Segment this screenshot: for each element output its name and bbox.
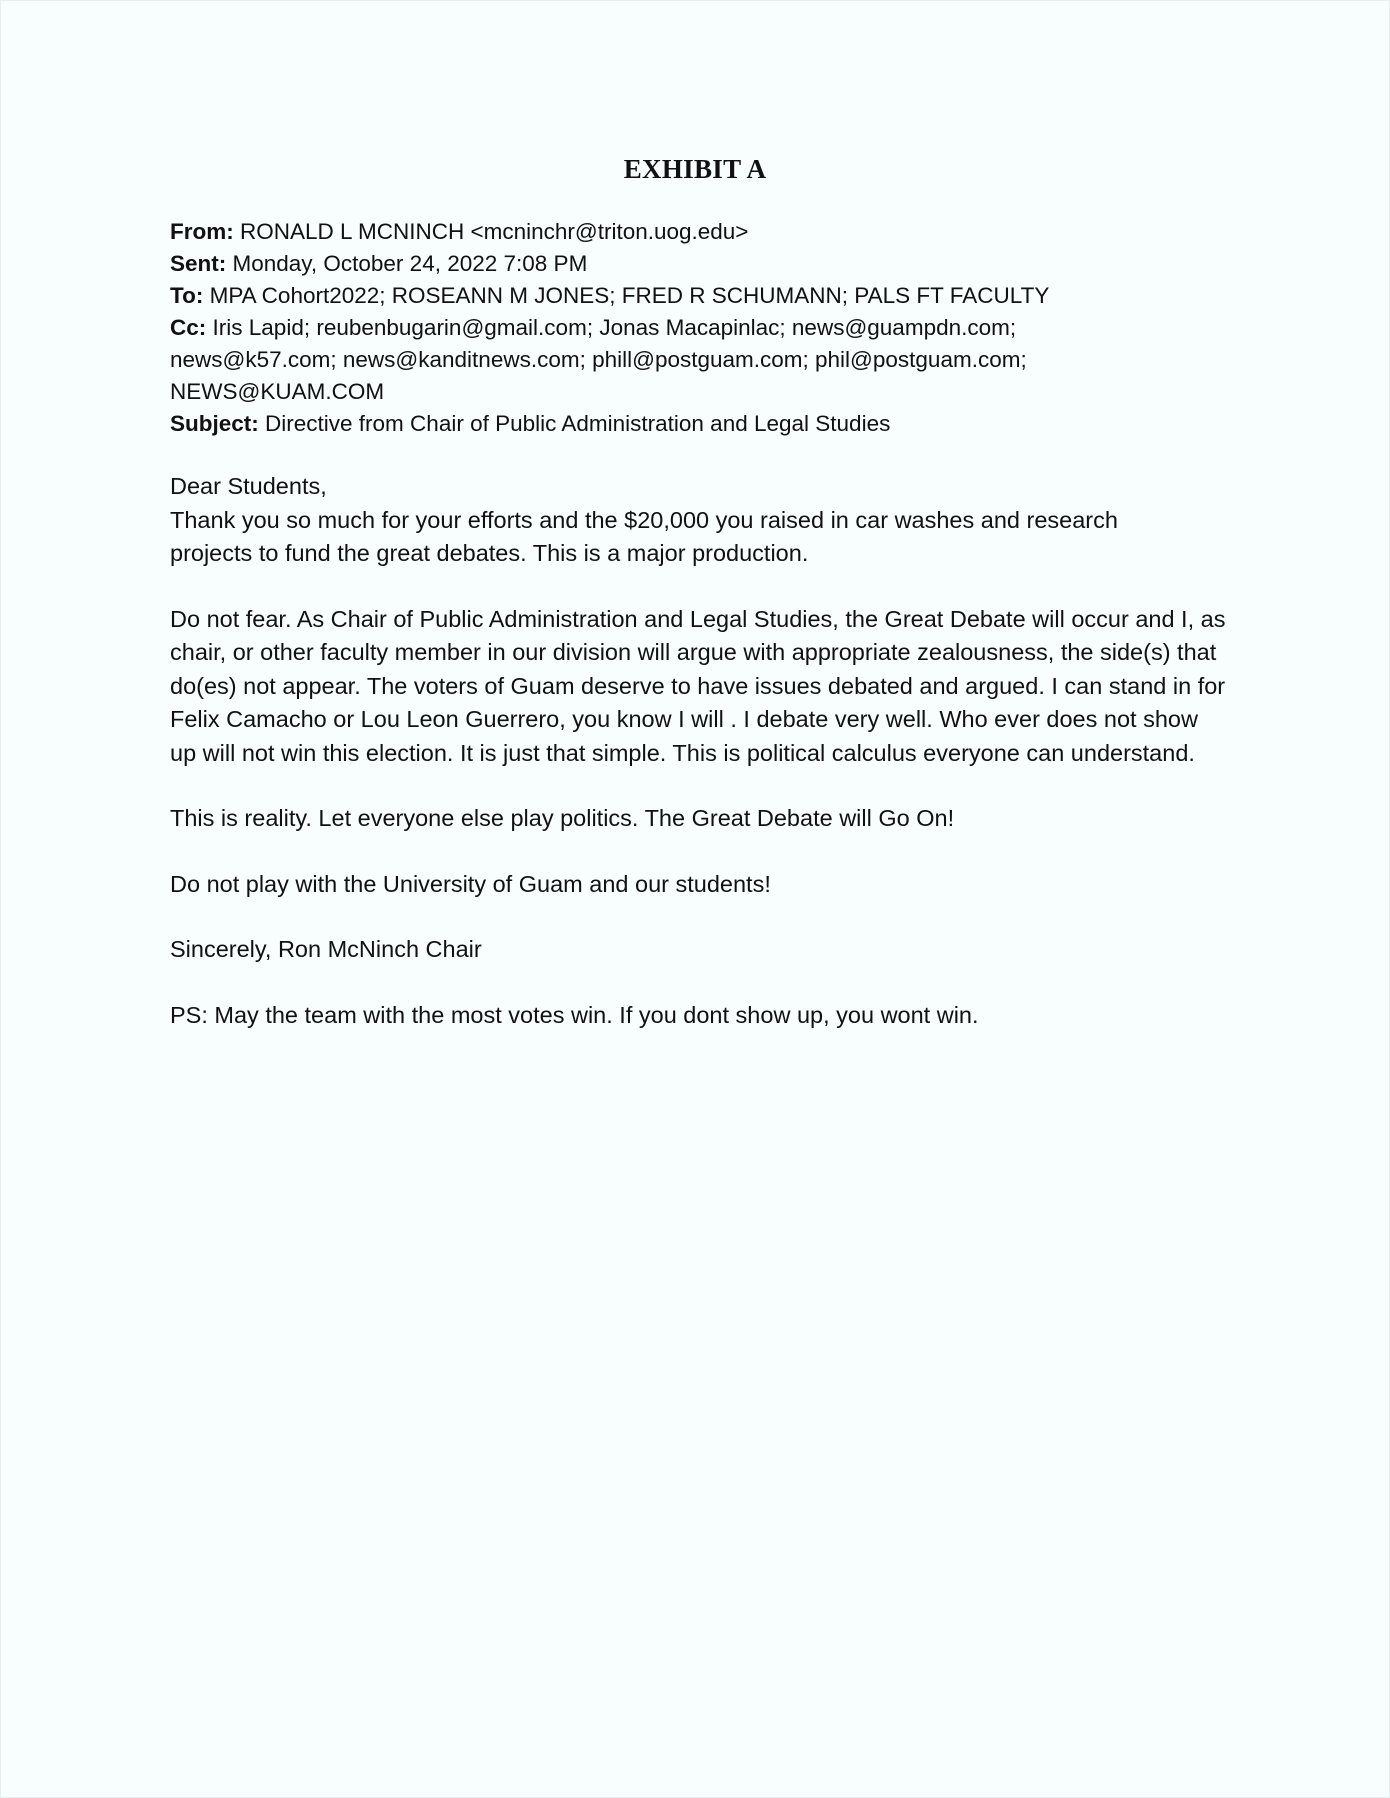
email-content — [170, 216, 1250, 1032]
to-line — [170, 280, 1250, 312]
signoff: Sincerely, Ron McNinch Chair — [170, 936, 482, 962]
paragraph-reality: This is reality. Let everyone else play politics. The Great Debate will Go On! — [170, 805, 955, 831]
subject-line — [170, 408, 1250, 440]
from-value: RONALD L MCNINCH <mcninchr@triton.uog.edu> — [240, 219, 749, 244]
cc-value-line3: NEWS@KUAM.COM — [170, 379, 385, 404]
subject-value: Directive from Chair of Public Administration and Legal Studies — [265, 411, 891, 436]
exhibit-title: EXHIBIT A — [623, 154, 767, 184]
sent-label: Sent: — [170, 251, 227, 276]
paragraph-debate: Do not fear. As Chair of Public Administration and Legal Studies, the Great Debate will occur and I, as chair, or other faculty member in our division will argue with appropriate zealousness, the side(s) that do(es) not appear. The voters of Guam deserve to have issues debated and argued. I can stand in for Felix Camacho or Lou Leon Guerrero, you know I will . I debate very well. Who ever does not show up will not win this election. It is just that simple. This is political calculus everyone can understand. — [170, 605, 1226, 766]
to-label: To: — [170, 283, 204, 308]
email-header — [170, 216, 1250, 440]
paragraph-warning: Do not play with the University of Guam and our students! — [170, 870, 771, 897]
cc-value-line2: news@k57.com; news@kanditnews.com; phill@postguam.com; phil@postguam.com; — [170, 347, 1027, 372]
subject-label: Subject: — [170, 411, 259, 436]
to-value: MPA Cohort2022; ROSEANN M JONES; FRED R SCHUMANN; PALS FT FACULTY — [209, 283, 1050, 308]
from-label: From: — [170, 219, 234, 244]
paragraph-thanks: Thank you so much for your efforts and the $20,000 you raised in car washes and research projects to fund the great debates. This is a major production. — [170, 506, 1118, 566]
cc-line — [170, 312, 1250, 344]
postscript: PS: May the team with the most votes win. If you dont show up, you wont win. — [170, 1001, 979, 1028]
sent-value: Monday, October 24, 2022 7:08 PM — [232, 251, 588, 276]
from-line — [170, 216, 1250, 248]
cc-value-line1: Iris Lapid; reubenbugarin@gmail.com; Jonas Macapinlac; news@guampdn.com; — [212, 315, 1017, 340]
salutation: Dear Students, — [170, 473, 327, 499]
sent-line — [170, 248, 1250, 280]
cc-label: Cc: — [170, 315, 207, 340]
letter-body — [170, 470, 1250, 1032]
